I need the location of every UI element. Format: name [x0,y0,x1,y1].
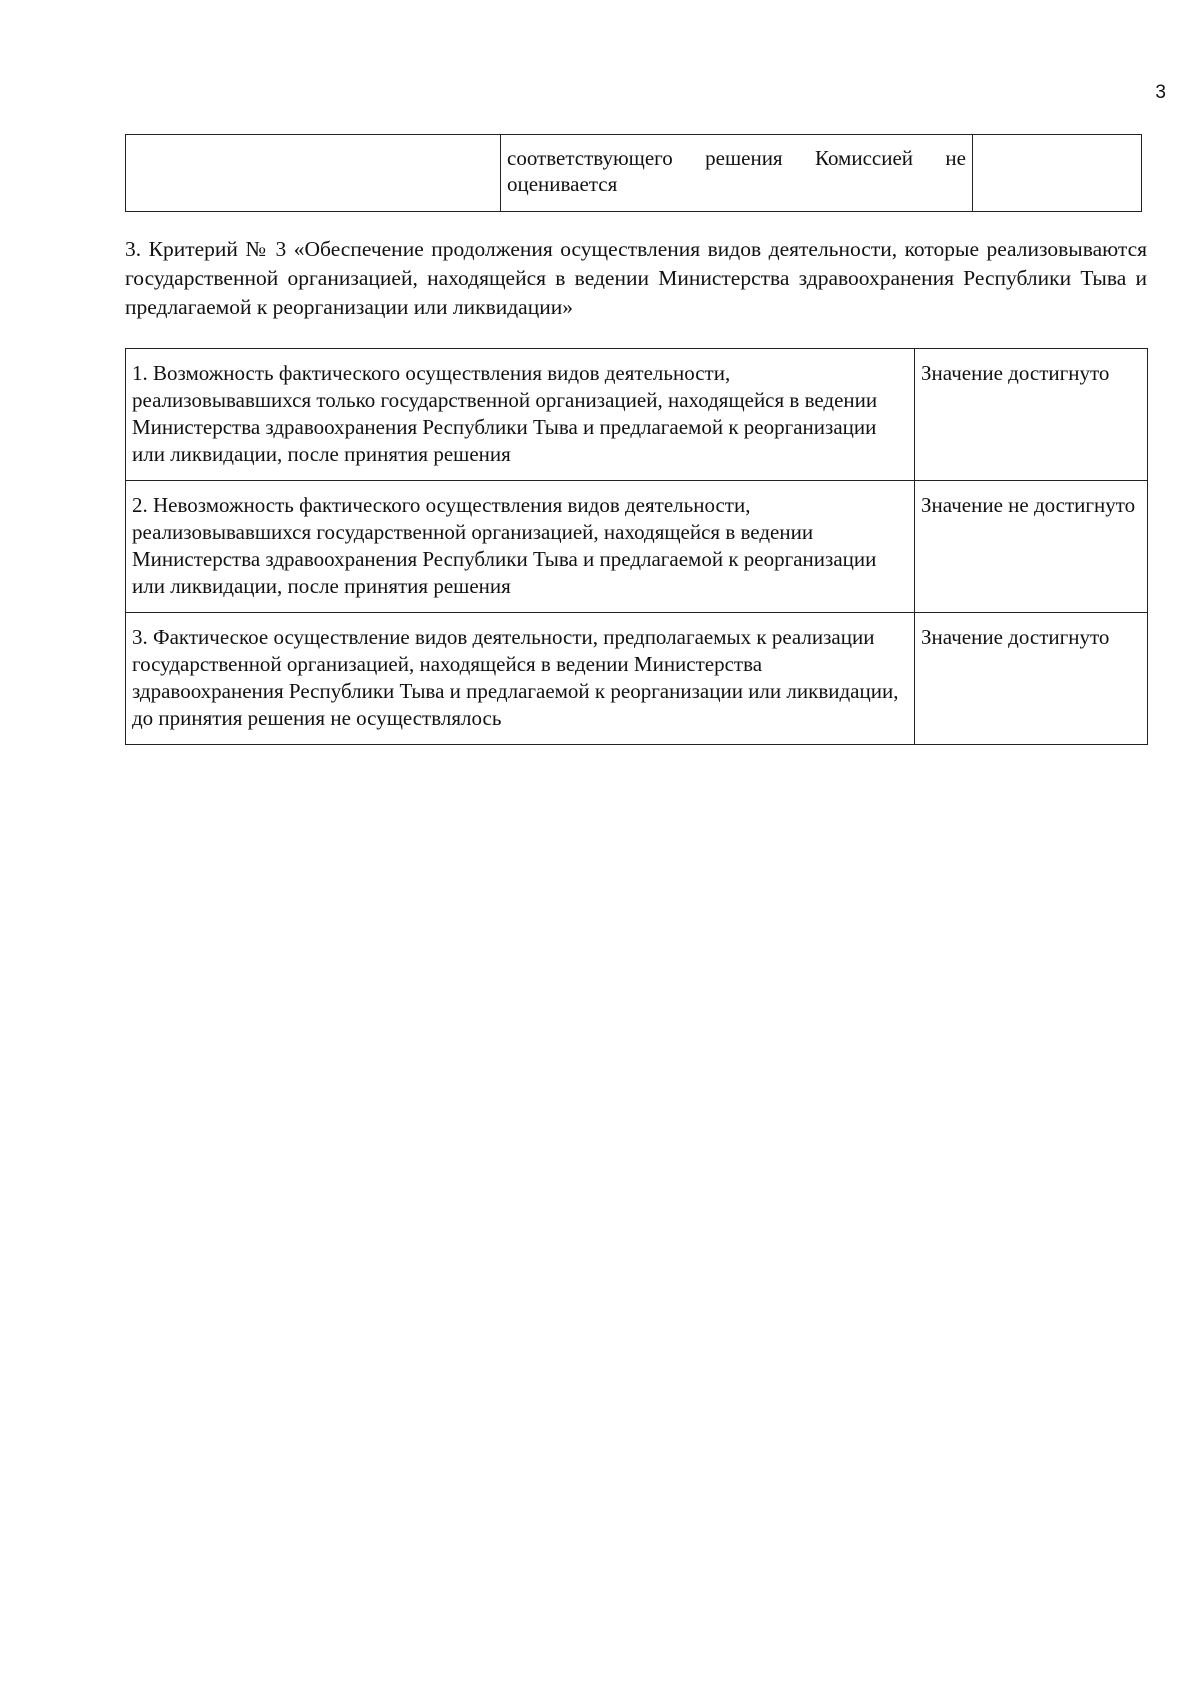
table-row [126,613,1148,745]
criterion-description: 2. Невозможность фактического осуществления видов деятельности, реализовывавшихся государственной организацией, находящейся в ведении Министерства здравоохранения Республики Тыва и предлагаемой к реорганизации или ликвидации, после принятия решения [126,481,915,613]
criterion-value: Значение достигнуто [915,613,1148,745]
empty-cell [973,135,1142,212]
criterion-number: 3. [125,237,142,261]
criterion-value: Значение достигнуто [915,349,1148,481]
criterion-paragraph [125,235,1147,322]
criteria-table [125,348,1148,745]
criterion-description: 3. Фактическое осуществление видов деятельности, предполагаемых к реализации государственной организацией, находящейся в ведении Министерства здравоохранения Республики Тыва и предлагаемой к реорганизации или ликвидации, до принятия решения не осуществлялось [126,613,915,745]
continuation-cell-text: соответствующего решения Комиссией не оценивается [501,135,973,212]
criterion-description: 1. Возможность фактического осуществления видов деятельности, реализовывавшихся только государственной организацией, находящейся в ведении Министерства здравоохранения Республики Тыва и предлагаемой к реорганизации или ликвидации, после принятия решения [126,349,915,481]
table-row [126,349,1148,481]
continuation-table [125,134,1142,212]
page-number: 3 [1155,82,1166,103]
table-row [126,481,1148,613]
table-row [126,135,1142,212]
criterion-text: Критерий № 3 «Обеспечение продолжения осуществления видов деятельности, которые реализовываются государственной организацией, находящейся в ведении Министерства здравоохранения Республики Тыва и предлагаемой к реорганизации или ликвидации» [125,237,1148,319]
criterion-value: Значение не достигнуто [915,481,1148,613]
empty-cell [126,135,501,212]
